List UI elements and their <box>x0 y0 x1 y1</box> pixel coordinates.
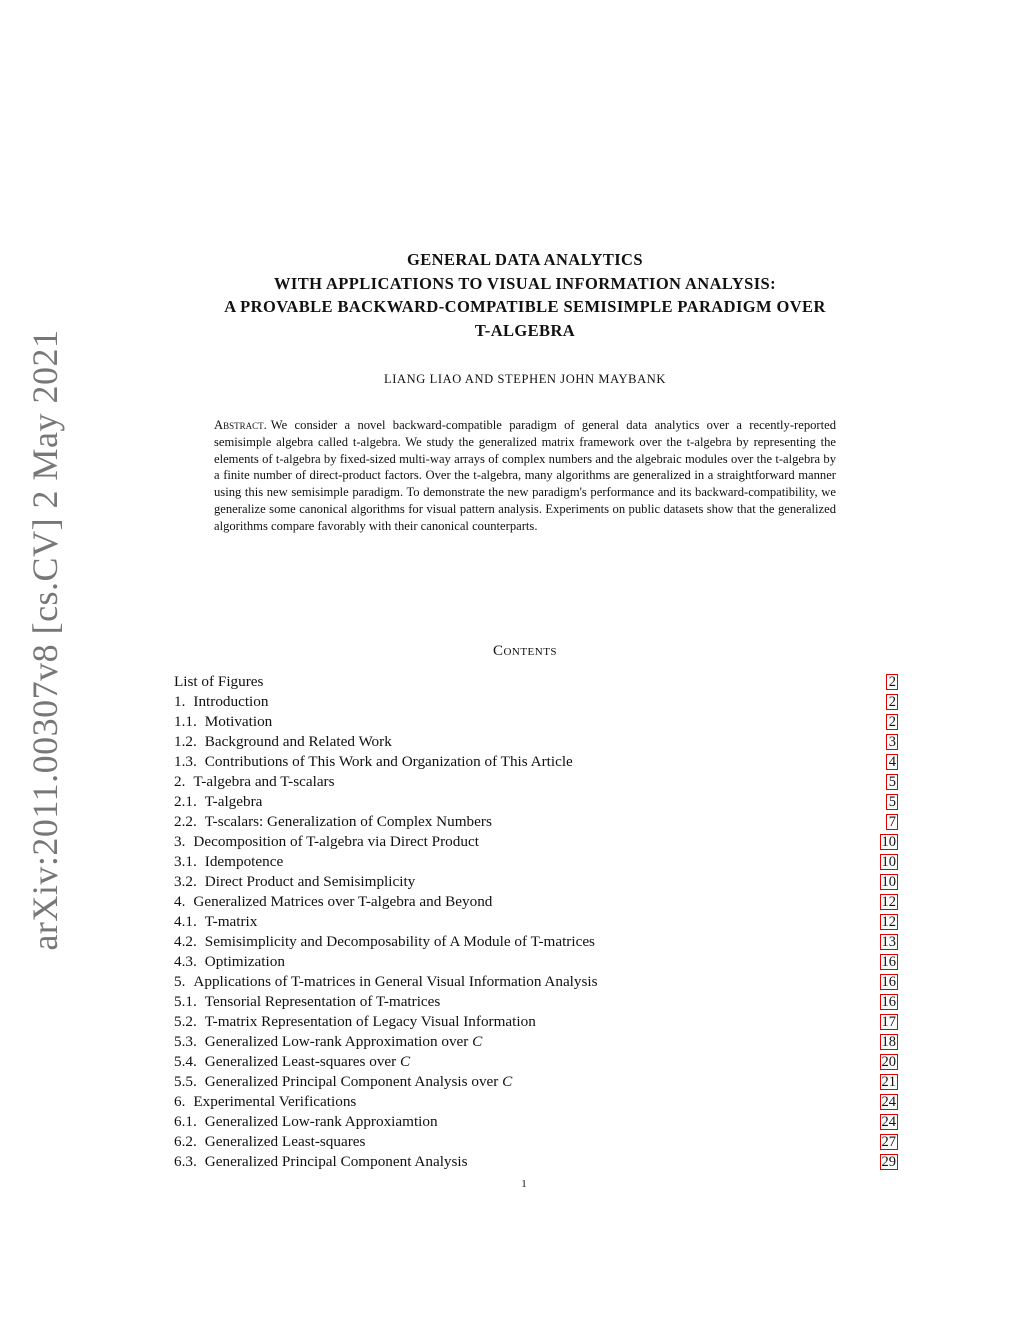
toc-entry-label <box>174 1113 438 1131</box>
toc-section-title: Generalized Principal Component Analysis over C <box>204 1073 513 1090</box>
toc-entry[interactable] <box>174 772 898 792</box>
toc-section-title: T-algebra <box>204 793 263 810</box>
toc-entry-label <box>174 1153 468 1171</box>
toc-section-title: Contributions of This Work and Organization of This Article <box>204 753 573 770</box>
page-number: 1 <box>521 1178 527 1190</box>
toc-section-number: 6.2. <box>174 1133 197 1150</box>
abstract-text: We consider a novel backward-compatible paradigm of general data analytics over a recently-reported semisimple algebra called t-algebra. We study the generalized matrix framework over the t-algebra by representing the elements of t-algebra by fixed-sized multi-way arrays of complex numbers and the algebraic modules over the t-algebra by a finite number of direct-product factors. Over the t-algebra, many algorithms are generalized in a straightforward manner using this new semisimple paradigm. To demonstrate the new paradigm's performance and its backward-compatibility, we generalize some canonical algorithms for visual pattern analysis. Experiments on public datasets show that the generalized algorithms compare favorably with their canonical counterparts. <box>214 418 836 533</box>
toc-entry[interactable] <box>174 952 898 972</box>
toc-section-number: 5.3. <box>174 1033 197 1050</box>
toc-page-link[interactable]: 7 <box>886 814 898 830</box>
table-of-contents <box>174 672 898 1172</box>
toc-entry-label <box>174 953 285 971</box>
toc-page-link[interactable]: 21 <box>881 1074 896 1090</box>
toc-entry[interactable] <box>174 832 898 852</box>
toc-section-title: T-scalars: Generalization of Complex Numbers <box>204 813 492 830</box>
toc-section-number: 6. <box>174 1093 186 1110</box>
title-line: WITH APPLICATIONS TO VISUAL INFORMATION ANALYSIS: <box>273 273 777 293</box>
toc-section-number: 5.5. <box>174 1073 197 1090</box>
toc-entry[interactable] <box>174 1052 898 1072</box>
toc-section-number: 4. <box>174 893 186 910</box>
toc-section-number: 1.3. <box>174 753 197 770</box>
toc-section-number: 6.1. <box>174 1113 197 1130</box>
toc-section-number: 3. <box>174 833 186 850</box>
toc-page-link[interactable]: 12 <box>881 894 896 910</box>
title-line: A PROVABLE BACKWARD-COMPATIBLE SEMISIMPLE PARADIGM OVER <box>224 297 826 316</box>
toc-entry-label <box>174 873 415 891</box>
toc-entry-label <box>174 893 492 911</box>
toc-entry-label <box>174 1073 512 1091</box>
toc-section-number: 1.1. <box>174 713 197 730</box>
toc-entry[interactable] <box>174 812 898 832</box>
toc-section-number: 4.3. <box>174 953 197 970</box>
abstract-label: Abstract. <box>214 418 267 432</box>
toc-section-title: List of Figures <box>174 673 264 690</box>
toc-entry-label <box>174 853 283 871</box>
toc-entry-label <box>174 913 257 931</box>
toc-entry[interactable] <box>174 1032 898 1052</box>
toc-entry-label <box>174 1133 365 1151</box>
toc-section-title: Tensorial Representation of T-matrices <box>204 993 441 1010</box>
toc-entry-label <box>174 713 272 731</box>
toc-section-number: 4.2. <box>174 933 197 950</box>
toc-entry-label <box>174 673 263 691</box>
toc-entry-label <box>174 993 440 1011</box>
toc-entry[interactable] <box>174 992 898 1012</box>
toc-entry[interactable] <box>174 932 898 952</box>
toc-section-title: Generalized Least-squares <box>204 1133 366 1150</box>
toc-entry-label <box>174 753 573 771</box>
toc-entry[interactable] <box>174 1072 898 1092</box>
toc-section-title: Generalized Principal Component Analysis <box>204 1153 468 1170</box>
toc-entry[interactable] <box>174 912 898 932</box>
toc-entry-label <box>174 733 392 751</box>
toc-entry[interactable] <box>174 672 898 692</box>
toc-page-link[interactable]: 5 <box>886 794 898 810</box>
toc-page-link[interactable]: 17 <box>881 1014 896 1030</box>
toc-section-number: 5. <box>174 973 186 990</box>
toc-page-link[interactable]: 10 <box>881 834 896 850</box>
toc-entry[interactable] <box>174 1132 898 1152</box>
title-line: T-ALGEBRA <box>474 320 576 340</box>
toc-entry[interactable] <box>174 892 898 912</box>
toc-entry-label <box>174 833 479 851</box>
toc-page-link[interactable]: 3 <box>886 734 898 750</box>
toc-section-number: 2.2. <box>174 813 197 830</box>
toc-entry[interactable] <box>174 732 898 752</box>
toc-section-number: 3.1. <box>174 853 197 870</box>
toc-entry[interactable] <box>174 852 898 872</box>
toc-page-link[interactable]: 16 <box>881 994 896 1010</box>
toc-section-number: 1.2. <box>174 733 197 750</box>
toc-page-link[interactable]: 2 <box>886 694 898 710</box>
toc-section-title: Generalized Least-squares over C <box>204 1053 411 1070</box>
toc-entry[interactable] <box>174 692 898 712</box>
toc-entry[interactable] <box>174 1092 898 1112</box>
toc-entry-label <box>174 773 335 791</box>
toc-page-link[interactable]: 24 <box>881 1114 896 1130</box>
toc-page-link[interactable]: 4 <box>886 754 898 770</box>
toc-entry[interactable] <box>174 872 898 892</box>
toc-page-link[interactable]: 29 <box>881 1154 896 1170</box>
toc-entry-label <box>174 1053 410 1071</box>
toc-section-number: 5.2. <box>174 1013 197 1030</box>
toc-page-link[interactable]: 16 <box>881 974 896 990</box>
toc-section-title: T-algebra and T-scalars <box>193 773 335 790</box>
contents-heading: Contents <box>492 643 558 659</box>
toc-section-number: 5.1. <box>174 993 197 1010</box>
authors: LIANG LIAO AND STEPHEN JOHN MAYBANK <box>384 372 666 386</box>
toc-section-title: Background and Related Work <box>204 733 392 750</box>
toc-entry[interactable] <box>174 752 898 772</box>
toc-section-number: 2.1. <box>174 793 197 810</box>
toc-page-link[interactable]: 24 <box>881 1094 896 1110</box>
toc-section-title: Generalized Low-rank Approxiamtion <box>204 1113 438 1130</box>
toc-page-link[interactable]: 16 <box>881 954 896 970</box>
toc-section-number: 1. <box>174 693 186 710</box>
toc-page-link[interactable]: 2 <box>886 714 898 730</box>
abstract <box>214 417 836 535</box>
toc-entry-label <box>174 933 595 951</box>
toc-section-title: Optimization <box>204 953 285 970</box>
toc-section-title: Experimental Verifications <box>193 1093 357 1110</box>
paper-title <box>150 248 900 342</box>
toc-section-number: 3.2. <box>174 873 197 890</box>
toc-page-link[interactable]: 18 <box>881 1034 896 1050</box>
toc-entry[interactable] <box>174 712 898 732</box>
toc-page-link[interactable]: 10 <box>881 854 896 870</box>
toc-entry[interactable] <box>174 1012 898 1032</box>
toc-section-title: Motivation <box>204 713 273 730</box>
toc-entry-label <box>174 1093 356 1111</box>
toc-page-link[interactable]: 27 <box>881 1134 896 1150</box>
toc-section-number: 6.3. <box>174 1153 197 1170</box>
title-line: GENERAL DATA ANALYTICS <box>407 250 643 269</box>
toc-page-link[interactable]: 5 <box>886 774 898 790</box>
toc-section-title: T-matrix <box>204 913 258 930</box>
arxiv-identifier-text: arXiv:2011.00307v8 [cs.CV] 2 May 2021 <box>25 329 65 951</box>
toc-section-number: 2. <box>174 773 186 790</box>
toc-entry-label <box>174 793 262 811</box>
toc-section-title: Semisimplicity and Decomposability of A Module of T-matrices <box>204 933 595 950</box>
toc-page-link[interactable]: 10 <box>881 874 896 890</box>
toc-section-title: Direct Product and Semisimplicity <box>204 873 416 890</box>
toc-entry[interactable] <box>174 1112 898 1132</box>
toc-section-title: T-matrix Representation of Legacy Visual Information <box>204 1013 536 1030</box>
toc-section-number: 4.1. <box>174 913 197 930</box>
toc-section-title: Generalized Matrices over T-algebra and Beyond <box>193 893 493 910</box>
toc-entry[interactable] <box>174 1152 898 1172</box>
toc-page-link[interactable]: 12 <box>881 914 896 930</box>
toc-entry-label <box>174 1013 536 1031</box>
toc-page-link[interactable]: 20 <box>881 1054 896 1070</box>
toc-page-link[interactable]: 2 <box>886 674 898 690</box>
toc-entry-label <box>174 693 268 711</box>
toc-page-link[interactable]: 13 <box>881 934 896 950</box>
toc-section-title: Decomposition of T-algebra via Direct Product <box>193 833 479 850</box>
toc-section-title: Generalized Low-rank Approximation over C <box>204 1033 483 1050</box>
toc-section-title: Idempotence <box>204 853 284 870</box>
toc-section-title: Introduction <box>193 693 269 710</box>
toc-entry[interactable] <box>174 792 898 812</box>
toc-section-number: 5.4. <box>174 1053 197 1070</box>
toc-entry[interactable] <box>174 972 898 992</box>
toc-entry-label <box>174 973 598 991</box>
toc-entry-label <box>174 813 492 831</box>
toc-entry-label <box>174 1033 482 1051</box>
toc-section-title: Applications of T-matrices in General Visual Information Analysis <box>193 973 598 990</box>
